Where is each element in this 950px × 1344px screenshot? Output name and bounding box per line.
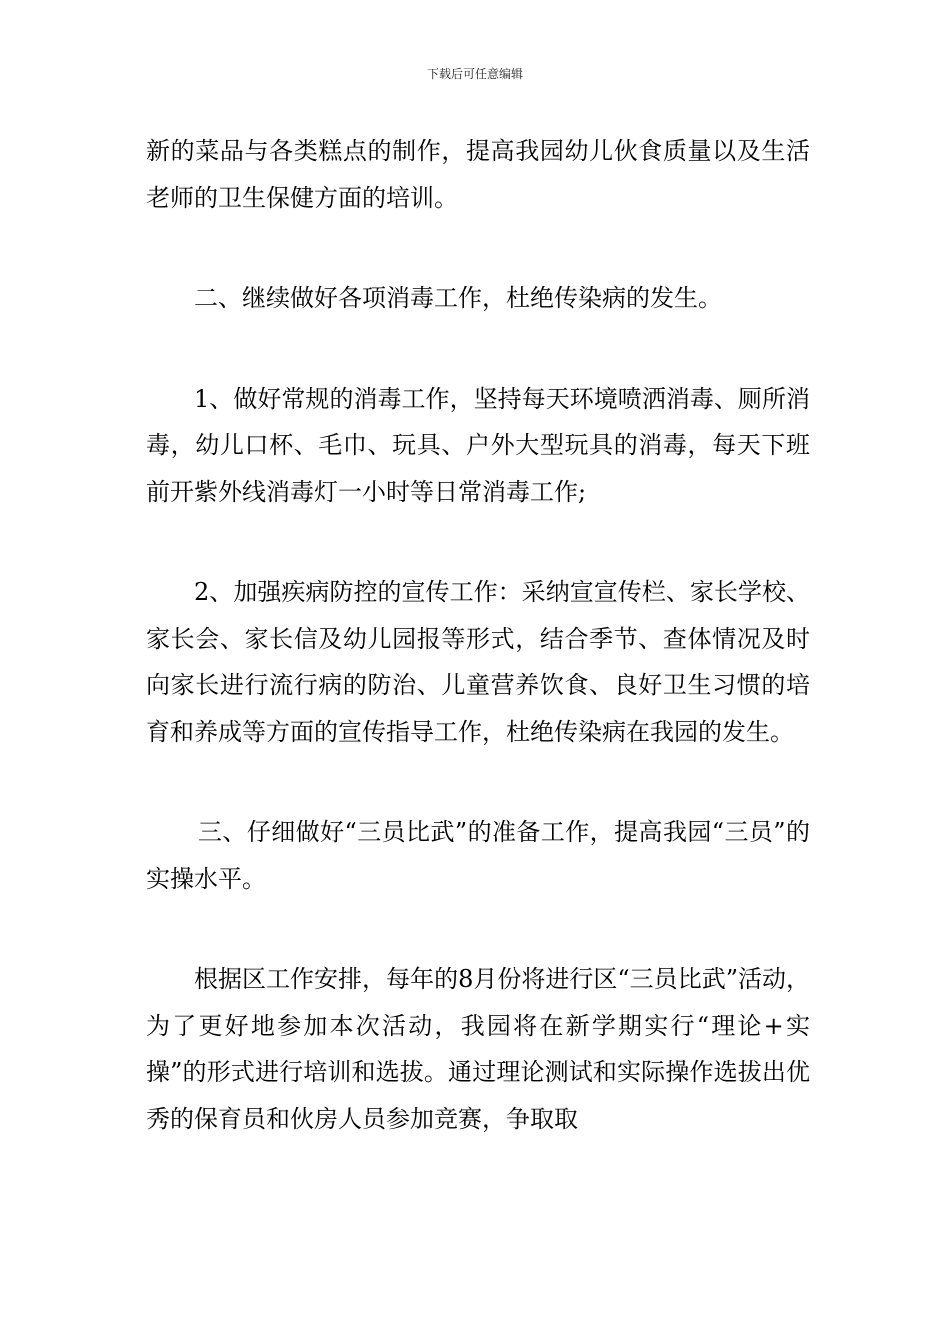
paragraph-gap [146,322,810,376]
paragraph-gap [146,221,810,275]
paragraph-gap [146,755,810,809]
document-body [146,128,810,1142]
paragraph-item-2: 2、加强疾病防控的宣传工作：采纳宣宣传栏、家长学校、家长会、家长信及幼儿园报等形式，结合季节、查体情况及时向家长进行流行病的防治、儿童营养饮食、良好卫生习惯的培育和养成等方面的宣传指导工作，杜绝传染病在我园的发生。 [146,578,810,746]
paragraph-gap [146,515,810,569]
paragraph-gap [146,902,810,956]
section-heading-3: 三、仔细做好“三员比武”的准备工作，提高我园“三员”的实操水平。 [146,818,810,893]
page-header: 下载后可任意编辑 [426,67,523,81]
section-heading-2: 二、继续做好各项消毒工作，杜绝传染病的发生。 [194,284,722,312]
paragraph-continuation: 新的菜品与各类糕点的制作，提高我园幼儿伙食质量以及生活老师的卫生保健方面的培训。 [146,137,810,212]
paragraph-item-1: 1、做好常规的消毒工作，坚持每天环境喷洒消毒、厕所消毒，幼儿口杯、毛巾、玩具、户外大型玩具的消毒，每天下班前开紫外线消毒灯一小时等日常消毒工作; [146,384,810,506]
paragraph-competition: 根据区工作安排，每年的8月份将进行区“三员比武”活动，为了更好地参加本次活动，我园将在新学期实行“理论+实操”的形式进行培训和选拔。通过理论测试和实际操作选拔出优秀的保育员和伙房人员参加竞赛，争取取 [146,965,810,1133]
